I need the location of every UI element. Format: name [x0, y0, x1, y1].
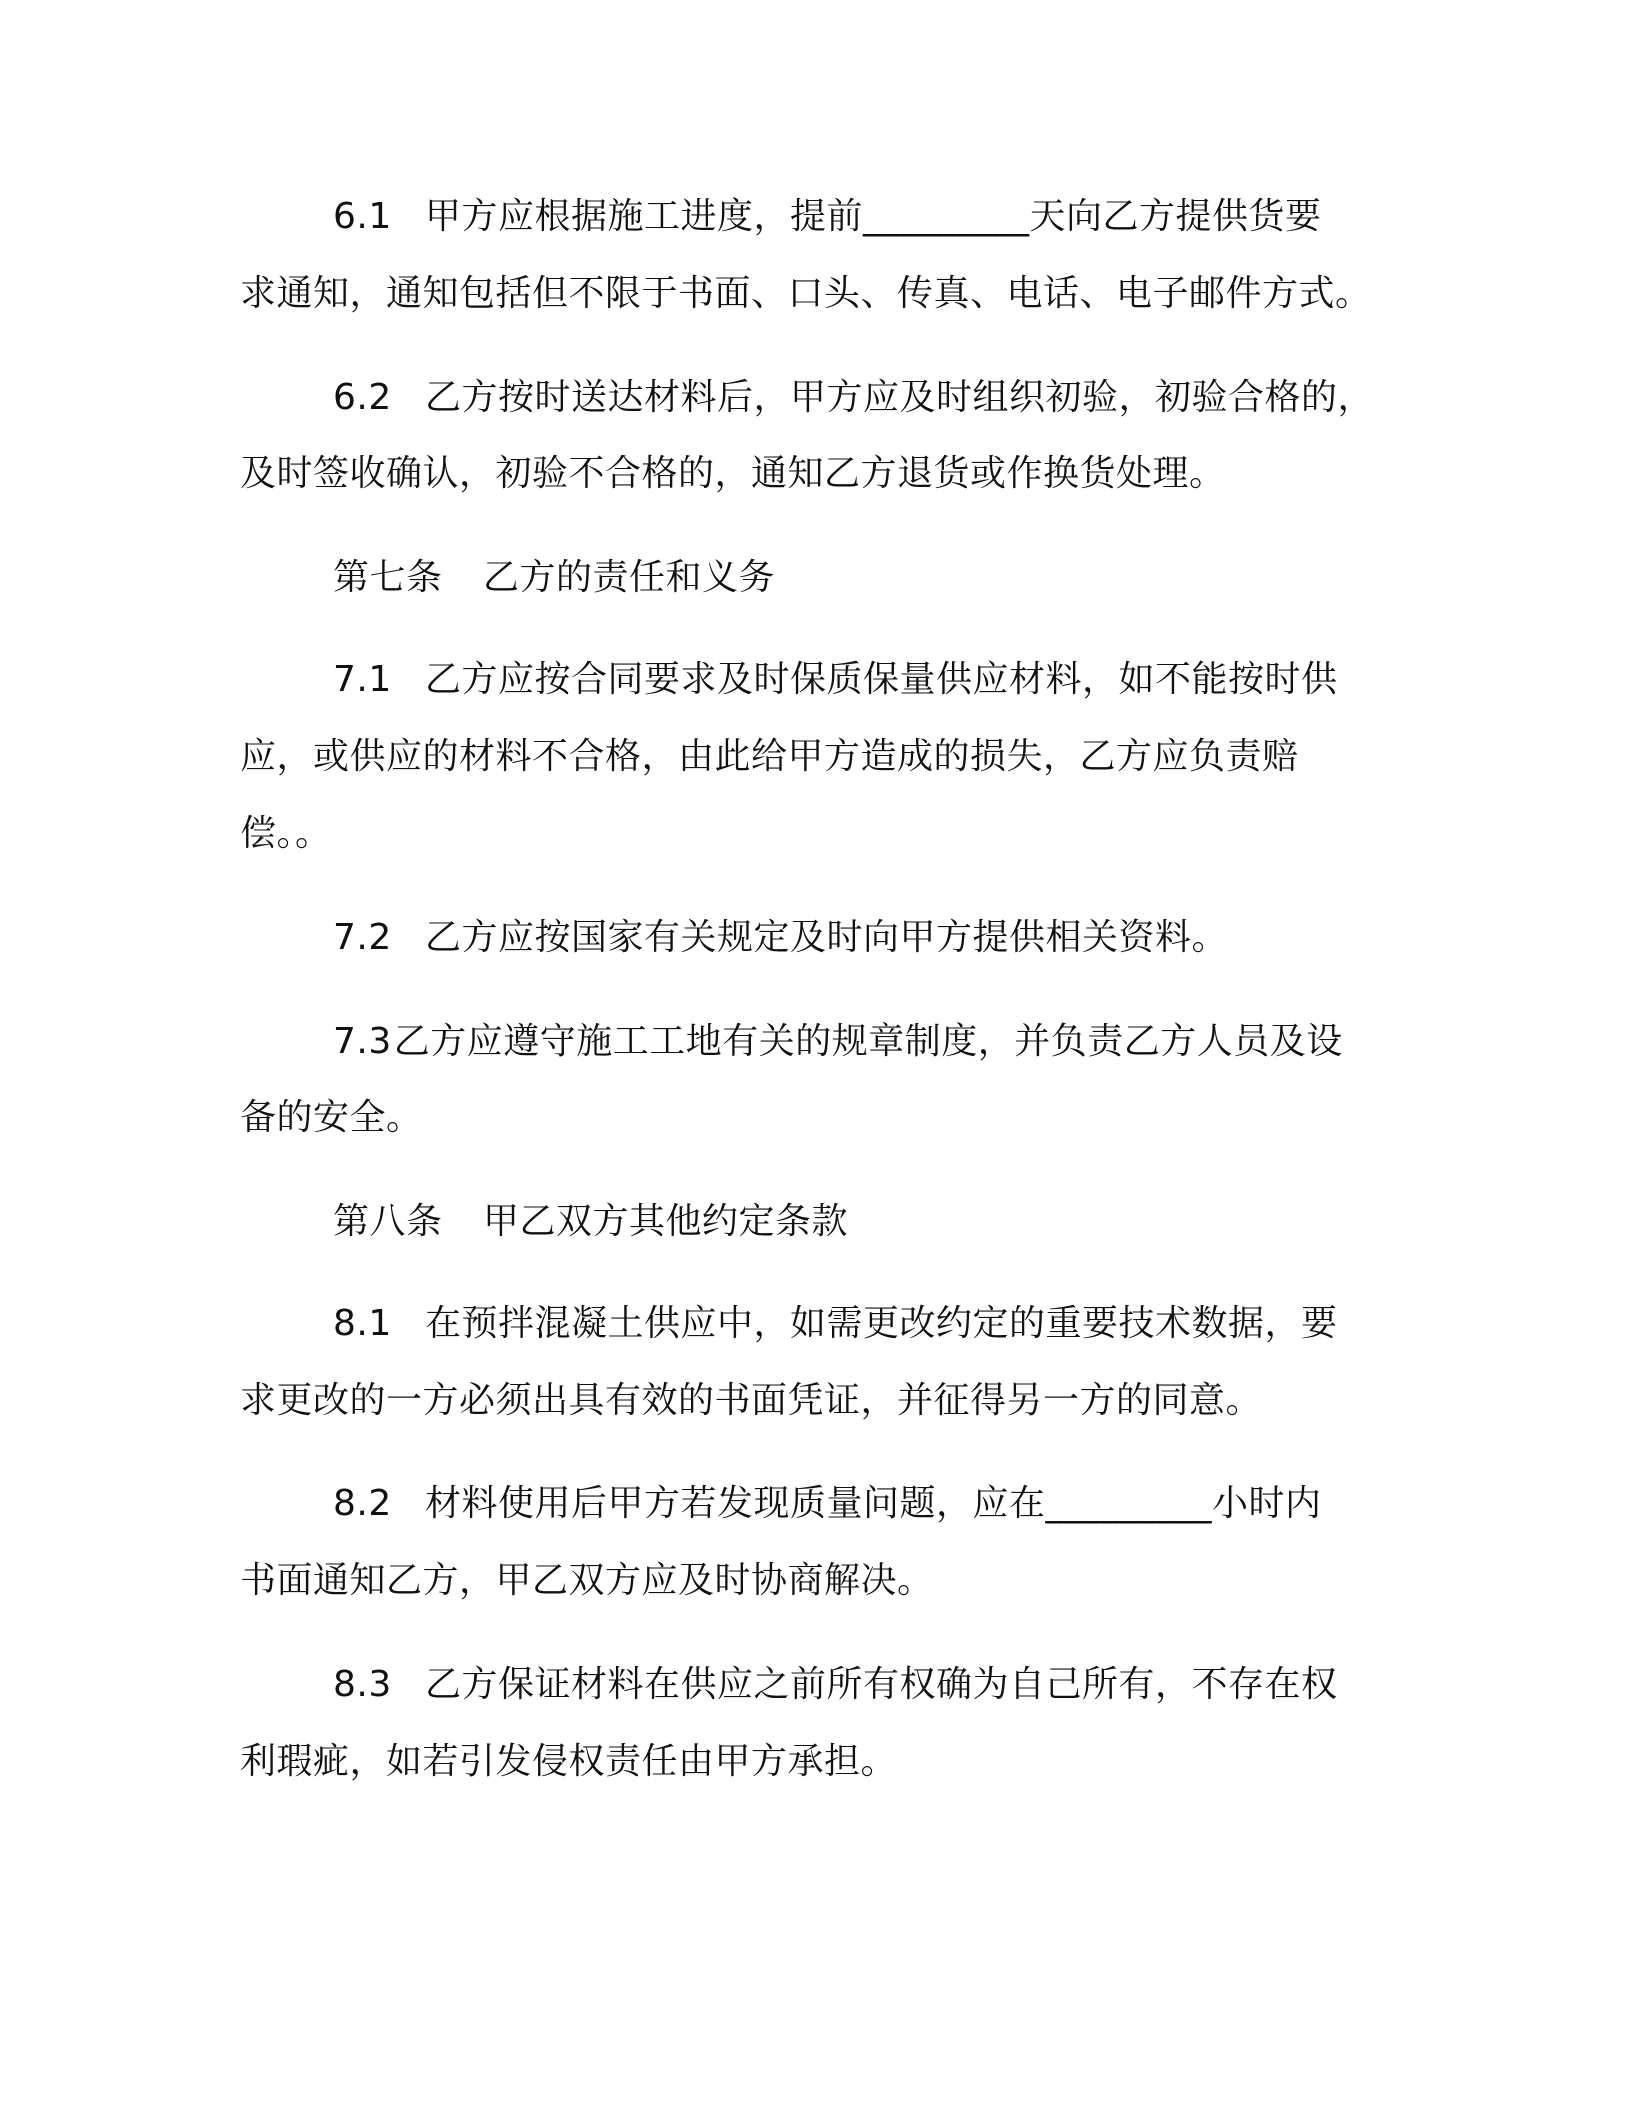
- article-title: 乙方的责任和义务: [483, 557, 776, 598]
- article-7-heading: [333, 556, 775, 600]
- clause-text: 材料使用后甲方若发现质量问题，应在_________小时内: [425, 1483, 1322, 1524]
- clause-number: 6.2: [333, 377, 392, 418]
- clause-text: 乙方应按国家有关规定及时向甲方提供相关资料。: [425, 917, 1229, 958]
- clause-number: 8.3: [333, 1664, 392, 1705]
- clause-text: 乙方应按合同要求及时保质保量供应材料，如不能按时供: [425, 659, 1338, 700]
- article-8-heading: [333, 1200, 848, 1244]
- clause-7-1-line-1: [333, 658, 1338, 702]
- clause-number: 8.1: [333, 1303, 392, 1344]
- clause-text: 甲方应根据施工进度，提前_________天向乙方提供货要: [425, 196, 1322, 237]
- clause-8-1-line-1: [333, 1302, 1338, 1346]
- clause-text: 乙方应遵守施工工地有关的规章制度，并负责乙方人员及设: [393, 1021, 1343, 1062]
- clause-8-2-line-2: 书面通知乙方，甲乙双方应及时协商解决。: [240, 1560, 934, 1601]
- clause-7-1-line-2: 应，或供应的材料不合格，由此给甲方造成的损失，乙方应负责赔: [240, 736, 1299, 777]
- clause-number: 6.1: [333, 196, 392, 237]
- clause-text: 乙方保证材料在供应之前所有权确为自己所有，不存在权: [425, 1664, 1338, 1705]
- article-number: 第七条: [333, 557, 443, 598]
- clause-7-1-line-3: 偿。。: [240, 813, 332, 854]
- clause-6-2-line-1: [333, 376, 1374, 420]
- clause-number: 8.2: [333, 1483, 392, 1524]
- clause-number: 7.3: [333, 1021, 392, 1062]
- article-title: 甲乙双方其他约定条款: [483, 1201, 849, 1242]
- article-number: 第八条: [333, 1201, 443, 1242]
- clause-6-1-line-2: 求通知，通知包括但不限于书面、口头、传真、电话、电子邮件方式。: [240, 273, 1372, 314]
- clause-7-3-line-1: [333, 1020, 1343, 1064]
- clause-text: 乙方按时送达材料后，甲方应及时组织初验，初验合格的，: [425, 377, 1375, 418]
- clause-6-2-line-2: 及时签收确认，初验不合格的，通知乙方退货或作换货处理。: [240, 453, 1226, 494]
- clause-8-1-line-2: 求更改的一方必须出具有效的书面凭证，并征得另一方的同意。: [240, 1380, 1263, 1421]
- clause-number: 7.1: [333, 659, 392, 700]
- clause-8-3-line-2: 利瑕疵，如若引发侵权责任由甲方承担。: [240, 1741, 898, 1782]
- clause-number: 7.2: [333, 917, 392, 958]
- clause-8-3-line-1: [333, 1663, 1338, 1707]
- clause-7-3-line-2: 备的安全。: [240, 1097, 423, 1138]
- clause-8-2-line-1: [333, 1482, 1322, 1526]
- clause-7-2-line-1: [333, 916, 1228, 960]
- clause-text: 在预拌混凝土供应中，如需更改约定的重要技术数据，要: [425, 1303, 1338, 1344]
- clause-6-1-line-1: [333, 195, 1322, 239]
